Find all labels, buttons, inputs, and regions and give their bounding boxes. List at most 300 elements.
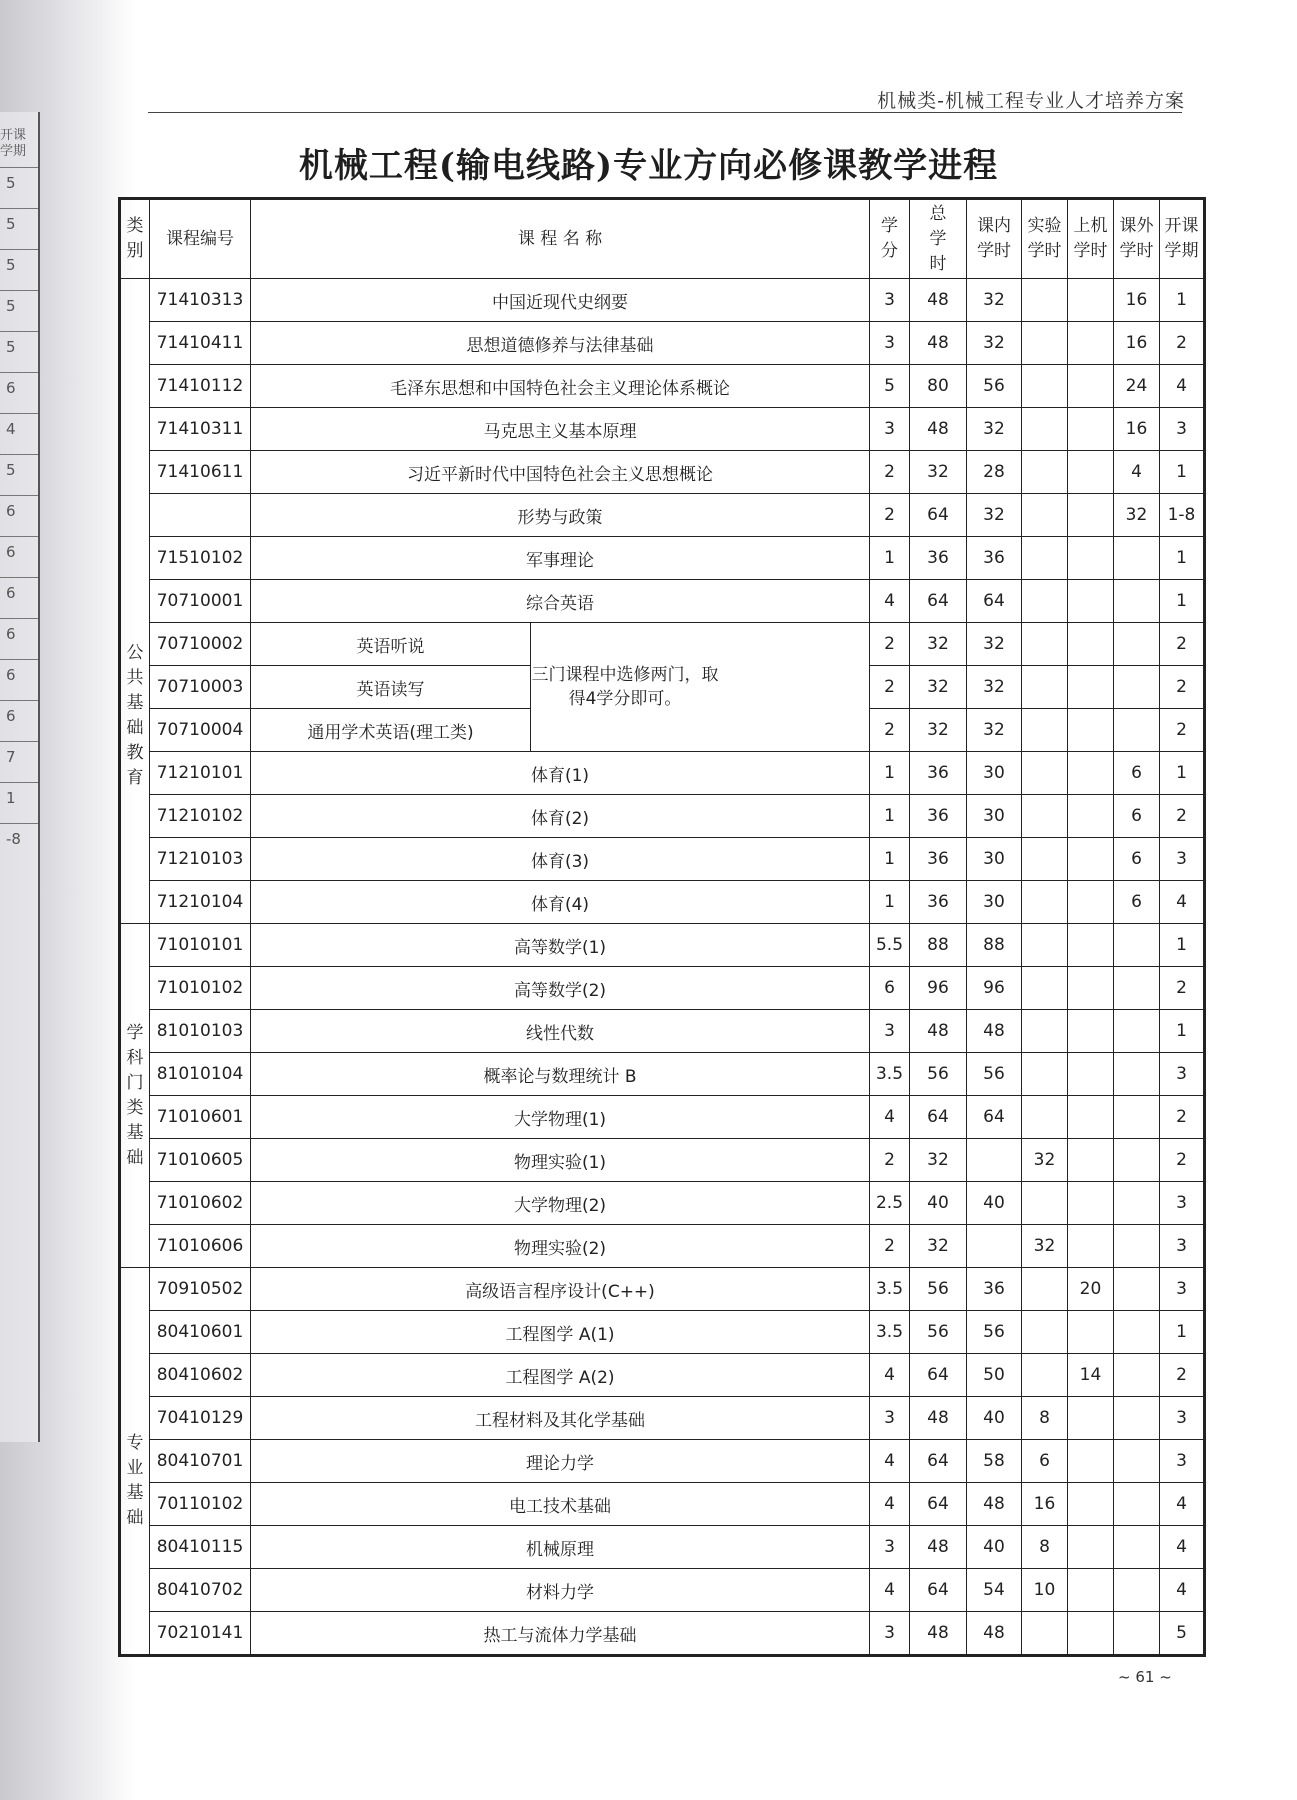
class-hours-cell: 32 bbox=[967, 666, 1022, 709]
extra-hours-cell bbox=[1114, 1268, 1160, 1311]
table-row bbox=[120, 1225, 1205, 1268]
computer-hours-cell bbox=[1068, 752, 1114, 795]
semester-cell: 2 bbox=[1160, 623, 1205, 666]
lab-hours-cell bbox=[1022, 967, 1068, 1010]
semester-cell: 3 bbox=[1160, 408, 1205, 451]
class-hours-cell: 32 bbox=[967, 322, 1022, 365]
table-row bbox=[120, 322, 1205, 365]
course-name: 思想道德修养与法律基础 bbox=[251, 322, 870, 365]
computer-hours-cell bbox=[1068, 1311, 1114, 1354]
adjacent-page-rule bbox=[0, 290, 38, 291]
table-row bbox=[120, 1526, 1205, 1569]
extra-hours-cell bbox=[1114, 967, 1160, 1010]
semester-cell: 1 bbox=[1160, 279, 1205, 322]
total-hours-cell: 40 bbox=[910, 1182, 967, 1225]
lab-hours-cell bbox=[1022, 1612, 1068, 1656]
course-name: 物理实验(2) bbox=[251, 1225, 870, 1268]
adjacent-page-cell: 1 bbox=[6, 789, 16, 807]
adjacent-page-rule bbox=[0, 618, 38, 619]
credit-cell: 3 bbox=[870, 279, 910, 322]
lab-hours-cell bbox=[1022, 451, 1068, 494]
class-hours-cell: 32 bbox=[967, 408, 1022, 451]
course-name: 军事理论 bbox=[251, 537, 870, 580]
adjacent-page-cell: 6 bbox=[6, 666, 16, 684]
computer-hours-cell bbox=[1068, 623, 1114, 666]
class-hours-cell: 36 bbox=[967, 537, 1022, 580]
total-hours-cell: 32 bbox=[910, 666, 967, 709]
lab-hours-cell bbox=[1022, 322, 1068, 365]
credit-cell: 2 bbox=[870, 666, 910, 709]
adjacent-page-cell: 6 bbox=[6, 584, 16, 602]
lab-hours-cell bbox=[1022, 838, 1068, 881]
course-name: 理论力学 bbox=[251, 1440, 870, 1483]
lab-hours-cell bbox=[1022, 666, 1068, 709]
course-code: 81010103 bbox=[150, 1010, 251, 1053]
total-hours-cell: 64 bbox=[910, 1440, 967, 1483]
computer-hours-cell bbox=[1068, 1225, 1114, 1268]
col-extra-hours: 课外学时 bbox=[1114, 199, 1160, 279]
class-hours-cell: 88 bbox=[967, 924, 1022, 967]
class-hours-cell: 32 bbox=[967, 494, 1022, 537]
course-name: 工程图学 A(1) bbox=[251, 1311, 870, 1354]
running-header: 机械类-机械工程专业人才培养方案 bbox=[877, 90, 1185, 112]
extra-hours-cell: 6 bbox=[1114, 838, 1160, 881]
adjacent-page-cell: 5 bbox=[6, 461, 16, 479]
category-label: 公共基础教育 bbox=[126, 643, 144, 788]
lab-hours-cell: 8 bbox=[1022, 1397, 1068, 1440]
extra-hours-cell bbox=[1114, 1526, 1160, 1569]
extra-hours-cell: 4 bbox=[1114, 451, 1160, 494]
course-name: 高级语言程序设计(C++) bbox=[251, 1268, 870, 1311]
credit-cell: 3.5 bbox=[870, 1311, 910, 1354]
credit-cell: 1 bbox=[870, 537, 910, 580]
lab-hours-cell bbox=[1022, 408, 1068, 451]
credit-cell: 6 bbox=[870, 967, 910, 1010]
extra-hours-cell bbox=[1114, 1139, 1160, 1182]
course-name: 材料力学 bbox=[251, 1569, 870, 1612]
extra-hours-cell: 24 bbox=[1114, 365, 1160, 408]
credit-cell: 3 bbox=[870, 408, 910, 451]
credit-cell: 3.5 bbox=[870, 1268, 910, 1311]
computer-hours-cell bbox=[1068, 1569, 1114, 1612]
course-code: 71010101 bbox=[150, 924, 251, 967]
course-code: 70710004 bbox=[150, 709, 251, 752]
adjacent-page-rule bbox=[0, 577, 38, 578]
credit-cell: 3 bbox=[870, 1010, 910, 1053]
computer-hours-cell bbox=[1068, 1053, 1114, 1096]
table-row bbox=[120, 1053, 1205, 1096]
adjacent-page-rule bbox=[0, 700, 38, 701]
lab-hours-cell bbox=[1022, 494, 1068, 537]
adjacent-page-rule bbox=[0, 413, 38, 414]
computer-hours-cell bbox=[1068, 1526, 1114, 1569]
table-row bbox=[120, 408, 1205, 451]
credit-cell: 4 bbox=[870, 1440, 910, 1483]
computer-hours-cell bbox=[1068, 365, 1114, 408]
lab-hours-cell: 6 bbox=[1022, 1440, 1068, 1483]
course-name: 大学物理(1) bbox=[251, 1096, 870, 1139]
extra-hours-cell bbox=[1114, 623, 1160, 666]
total-hours-cell: 36 bbox=[910, 537, 967, 580]
adjacent-page-header: 开课学期 bbox=[0, 128, 27, 159]
adjacent-page-cell: 7 bbox=[6, 748, 16, 766]
course-code: 80410702 bbox=[150, 1569, 251, 1612]
semester-cell: 4 bbox=[1160, 1483, 1205, 1526]
credit-cell: 3 bbox=[870, 322, 910, 365]
computer-hours-cell: 14 bbox=[1068, 1354, 1114, 1397]
computer-hours-cell bbox=[1068, 1612, 1114, 1656]
adjacent-page-rule bbox=[0, 536, 38, 537]
lab-hours-cell bbox=[1022, 1096, 1068, 1139]
table-row bbox=[120, 623, 1205, 666]
course-code: 71010605 bbox=[150, 1139, 251, 1182]
course-code: 80410701 bbox=[150, 1440, 251, 1483]
course-code: 71210102 bbox=[150, 795, 251, 838]
extra-hours-cell: 6 bbox=[1114, 795, 1160, 838]
page-title: 机械工程(输电线路)专业方向必修课教学进程 bbox=[298, 146, 999, 186]
course-name: 马克思主义基本原理 bbox=[251, 408, 870, 451]
computer-hours-cell bbox=[1068, 537, 1114, 580]
computer-hours-cell bbox=[1068, 322, 1114, 365]
class-hours-cell: 96 bbox=[967, 967, 1022, 1010]
credit-cell: 4 bbox=[870, 1483, 910, 1526]
class-hours-cell: 30 bbox=[967, 881, 1022, 924]
adjacent-page-rule bbox=[0, 331, 38, 332]
course-code: 71010606 bbox=[150, 1225, 251, 1268]
extra-hours-cell bbox=[1114, 924, 1160, 967]
extra-hours-cell bbox=[1114, 537, 1160, 580]
extra-hours-cell: 6 bbox=[1114, 881, 1160, 924]
curriculum-table bbox=[118, 197, 1206, 1657]
semester-cell: 2 bbox=[1160, 666, 1205, 709]
table-row bbox=[120, 881, 1205, 924]
adjacent-page-cell: 5 bbox=[6, 174, 16, 192]
extra-hours-cell bbox=[1114, 1182, 1160, 1225]
credit-cell: 1 bbox=[870, 838, 910, 881]
class-hours-cell: 48 bbox=[967, 1010, 1022, 1053]
class-hours-cell: 56 bbox=[967, 1311, 1022, 1354]
table-row bbox=[120, 838, 1205, 881]
lab-hours-cell bbox=[1022, 881, 1068, 924]
table-row bbox=[120, 1397, 1205, 1440]
credit-cell: 2 bbox=[870, 709, 910, 752]
credit-cell: 1 bbox=[870, 881, 910, 924]
class-hours-cell: 48 bbox=[967, 1483, 1022, 1526]
course-code: 70410129 bbox=[150, 1397, 251, 1440]
semester-cell: 4 bbox=[1160, 881, 1205, 924]
computer-hours-cell bbox=[1068, 709, 1114, 752]
semester-cell: 1-8 bbox=[1160, 494, 1205, 537]
adjacent-page-rule bbox=[0, 741, 38, 742]
credit-cell: 2 bbox=[870, 494, 910, 537]
total-hours-cell: 64 bbox=[910, 1096, 967, 1139]
class-hours-cell: 50 bbox=[967, 1354, 1022, 1397]
credit-cell: 1 bbox=[870, 795, 910, 838]
class-hours-cell: 32 bbox=[967, 623, 1022, 666]
total-hours-cell: 96 bbox=[910, 967, 967, 1010]
lab-hours-cell: 16 bbox=[1022, 1483, 1068, 1526]
course-name: 体育(1) bbox=[251, 752, 870, 795]
course-name: 形势与政策 bbox=[251, 494, 870, 537]
col-total-hours: 总学时 bbox=[910, 199, 967, 279]
total-hours-cell: 64 bbox=[910, 1354, 967, 1397]
course-code: 71410313 bbox=[150, 279, 251, 322]
table-row bbox=[120, 795, 1205, 838]
course-name: 工程材料及其化学基础 bbox=[251, 1397, 870, 1440]
extra-hours-cell bbox=[1114, 1225, 1160, 1268]
col-lab-hours: 实验学时 bbox=[1022, 199, 1068, 279]
class-hours-cell: 40 bbox=[967, 1526, 1022, 1569]
course-name: 物理实验(1) bbox=[251, 1139, 870, 1182]
class-hours-cell: 32 bbox=[967, 279, 1022, 322]
computer-hours-cell bbox=[1068, 494, 1114, 537]
credit-cell: 4 bbox=[870, 1569, 910, 1612]
extra-hours-cell bbox=[1114, 1483, 1160, 1526]
credit-cell: 2 bbox=[870, 451, 910, 494]
computer-hours-cell bbox=[1068, 1139, 1114, 1182]
lab-hours-cell: 10 bbox=[1022, 1569, 1068, 1612]
total-hours-cell: 56 bbox=[910, 1053, 967, 1096]
table-row bbox=[120, 1483, 1205, 1526]
extra-hours-cell: 16 bbox=[1114, 408, 1160, 451]
class-hours-cell: 64 bbox=[967, 1096, 1022, 1139]
table-header-row bbox=[120, 199, 1205, 279]
total-hours-cell: 48 bbox=[910, 1526, 967, 1569]
total-hours-cell: 56 bbox=[910, 1268, 967, 1311]
credit-cell: 1 bbox=[870, 752, 910, 795]
course-name: 热工与流体力学基础 bbox=[251, 1612, 870, 1656]
extra-hours-cell bbox=[1114, 1311, 1160, 1354]
extra-hours-cell bbox=[1114, 1354, 1160, 1397]
lab-hours-cell bbox=[1022, 1354, 1068, 1397]
semester-cell: 2 bbox=[1160, 1139, 1205, 1182]
lab-hours-cell bbox=[1022, 709, 1068, 752]
credit-cell: 5 bbox=[870, 365, 910, 408]
computer-hours-cell bbox=[1068, 451, 1114, 494]
adjacent-page-rule bbox=[0, 659, 38, 660]
extra-hours-cell: 16 bbox=[1114, 322, 1160, 365]
adjacent-page-rule bbox=[0, 372, 38, 373]
credit-cell: 4 bbox=[870, 580, 910, 623]
credit-cell: 3.5 bbox=[870, 1053, 910, 1096]
table-row bbox=[120, 924, 1205, 967]
class-hours-cell: 32 bbox=[967, 709, 1022, 752]
course-code: 71410311 bbox=[150, 408, 251, 451]
total-hours-cell: 64 bbox=[910, 494, 967, 537]
course-name: 英语听说 bbox=[251, 623, 531, 666]
semester-cell: 1 bbox=[1160, 924, 1205, 967]
category-discipline bbox=[120, 924, 150, 1268]
course-code: 71410611 bbox=[150, 451, 251, 494]
adjacent-page-cell: 5 bbox=[6, 338, 16, 356]
class-hours-cell: 40 bbox=[967, 1397, 1022, 1440]
semester-cell: 4 bbox=[1160, 1569, 1205, 1612]
total-hours-cell: 48 bbox=[910, 1010, 967, 1053]
table-row bbox=[120, 1182, 1205, 1225]
computer-hours-cell bbox=[1068, 1010, 1114, 1053]
table-row bbox=[120, 752, 1205, 795]
course-code: 71010601 bbox=[150, 1096, 251, 1139]
course-code: 81010104 bbox=[150, 1053, 251, 1096]
col-code: 课程编号 bbox=[150, 199, 251, 279]
computer-hours-cell bbox=[1068, 967, 1114, 1010]
lab-hours-cell bbox=[1022, 1311, 1068, 1354]
class-hours-cell: 40 bbox=[967, 1182, 1022, 1225]
course-name: 中国近现代史纲要 bbox=[251, 279, 870, 322]
total-hours-cell: 32 bbox=[910, 709, 967, 752]
class-hours-cell: 28 bbox=[967, 451, 1022, 494]
extra-hours-cell: 6 bbox=[1114, 752, 1160, 795]
semester-cell: 1 bbox=[1160, 451, 1205, 494]
lab-hours-cell bbox=[1022, 279, 1068, 322]
course-name: 高等数学(2) bbox=[251, 967, 870, 1010]
credit-cell: 3 bbox=[870, 1612, 910, 1656]
semester-cell: 3 bbox=[1160, 838, 1205, 881]
course-name: 机械原理 bbox=[251, 1526, 870, 1569]
course-name: 体育(2) bbox=[251, 795, 870, 838]
semester-cell: 3 bbox=[1160, 1440, 1205, 1483]
total-hours-cell: 32 bbox=[910, 1139, 967, 1182]
extra-hours-cell bbox=[1114, 1440, 1160, 1483]
adjacent-page-cell: 6 bbox=[6, 543, 16, 561]
table-row bbox=[120, 1096, 1205, 1139]
adjacent-page-cell: -8 bbox=[6, 830, 21, 848]
lab-hours-cell bbox=[1022, 1010, 1068, 1053]
computer-hours-cell bbox=[1068, 881, 1114, 924]
semester-cell: 1 bbox=[1160, 1010, 1205, 1053]
extra-hours-cell bbox=[1114, 666, 1160, 709]
semester-cell: 3 bbox=[1160, 1053, 1205, 1096]
total-hours-cell: 36 bbox=[910, 838, 967, 881]
credit-cell: 2 bbox=[870, 623, 910, 666]
total-hours-cell: 48 bbox=[910, 1397, 967, 1440]
extra-hours-cell bbox=[1114, 1096, 1160, 1139]
extra-hours-cell bbox=[1114, 1612, 1160, 1656]
table-row bbox=[120, 279, 1205, 322]
category-major bbox=[120, 1268, 150, 1656]
lab-hours-cell bbox=[1022, 924, 1068, 967]
semester-cell: 2 bbox=[1160, 967, 1205, 1010]
adjacent-page-cell: 6 bbox=[6, 379, 16, 397]
computer-hours-cell bbox=[1068, 279, 1114, 322]
course-code: 70710003 bbox=[150, 666, 251, 709]
adjacent-page-rule bbox=[0, 208, 38, 209]
course-code: 80410601 bbox=[150, 1311, 251, 1354]
total-hours-cell: 64 bbox=[910, 1569, 967, 1612]
class-hours-cell: 30 bbox=[967, 795, 1022, 838]
credit-cell: 2 bbox=[870, 1139, 910, 1182]
category-label: 学科门类基础 bbox=[126, 1022, 144, 1168]
total-hours-cell: 48 bbox=[910, 279, 967, 322]
extra-hours-cell bbox=[1114, 1569, 1160, 1612]
semester-cell: 2 bbox=[1160, 709, 1205, 752]
course-name: 概率论与数理统计 B bbox=[251, 1053, 870, 1096]
adjacent-page-cell: 6 bbox=[6, 625, 16, 643]
table-row bbox=[120, 1569, 1205, 1612]
adjacent-page-rule bbox=[0, 454, 38, 455]
semester-cell: 3 bbox=[1160, 1397, 1205, 1440]
course-code: 71010102 bbox=[150, 967, 251, 1010]
course-code: 71210101 bbox=[150, 752, 251, 795]
total-hours-cell: 32 bbox=[910, 1225, 967, 1268]
table-row bbox=[120, 1354, 1205, 1397]
semester-cell: 3 bbox=[1160, 1225, 1205, 1268]
extra-hours-cell bbox=[1114, 709, 1160, 752]
course-code: 71410112 bbox=[150, 365, 251, 408]
course-code: 71510102 bbox=[150, 537, 251, 580]
course-code: 71410411 bbox=[150, 322, 251, 365]
lab-hours-cell bbox=[1022, 623, 1068, 666]
extra-hours-cell: 16 bbox=[1114, 279, 1160, 322]
course-name: 综合英语 bbox=[251, 580, 870, 623]
table-row bbox=[120, 1010, 1205, 1053]
english-elective-note: 三门课程中选修两门，取得4学分即可。 bbox=[531, 623, 870, 752]
adjacent-page-edge bbox=[0, 112, 40, 1442]
course-code bbox=[150, 494, 251, 537]
class-hours-cell: 36 bbox=[967, 1268, 1022, 1311]
class-hours-cell: 48 bbox=[967, 1612, 1022, 1656]
course-name: 毛泽东思想和中国特色社会主义理论体系概论 bbox=[251, 365, 870, 408]
credit-cell: 2 bbox=[870, 1225, 910, 1268]
total-hours-cell: 36 bbox=[910, 752, 967, 795]
adjacent-page-cell: 5 bbox=[6, 297, 16, 315]
col-credit: 学分 bbox=[870, 199, 910, 279]
computer-hours-cell bbox=[1068, 1182, 1114, 1225]
extra-hours-cell bbox=[1114, 1053, 1160, 1096]
course-name: 电工技术基础 bbox=[251, 1483, 870, 1526]
adjacent-page-cell: 4 bbox=[6, 420, 16, 438]
credit-cell: 4 bbox=[870, 1354, 910, 1397]
total-hours-cell: 36 bbox=[910, 881, 967, 924]
table-row bbox=[120, 967, 1205, 1010]
adjacent-page-rule bbox=[0, 823, 38, 824]
credit-cell: 5.5 bbox=[870, 924, 910, 967]
total-hours-cell: 64 bbox=[910, 1483, 967, 1526]
extra-hours-cell bbox=[1114, 1010, 1160, 1053]
semester-cell: 1 bbox=[1160, 580, 1205, 623]
course-code: 71210104 bbox=[150, 881, 251, 924]
computer-hours-cell bbox=[1068, 1096, 1114, 1139]
semester-cell: 2 bbox=[1160, 795, 1205, 838]
adjacent-page-rule bbox=[0, 782, 38, 783]
course-name: 工程图学 A(2) bbox=[251, 1354, 870, 1397]
adjacent-page-rule bbox=[0, 249, 38, 250]
total-hours-cell: 36 bbox=[910, 795, 967, 838]
table-row bbox=[120, 365, 1205, 408]
col-name: 课 程 名 称 bbox=[251, 199, 870, 279]
semester-cell: 1 bbox=[1160, 1311, 1205, 1354]
course-name: 体育(3) bbox=[251, 838, 870, 881]
class-hours-cell: 56 bbox=[967, 1053, 1022, 1096]
page-number: ~ 61 ~ bbox=[1118, 1668, 1172, 1686]
table-row bbox=[120, 580, 1205, 623]
table-row bbox=[120, 1268, 1205, 1311]
lab-hours-cell bbox=[1022, 537, 1068, 580]
extra-hours-cell: 32 bbox=[1114, 494, 1160, 537]
table-row bbox=[120, 1440, 1205, 1483]
course-code: 70910502 bbox=[150, 1268, 251, 1311]
lab-hours-cell bbox=[1022, 752, 1068, 795]
total-hours-cell: 56 bbox=[910, 1311, 967, 1354]
semester-cell: 1 bbox=[1160, 537, 1205, 580]
course-code: 70710002 bbox=[150, 623, 251, 666]
lab-hours-cell bbox=[1022, 365, 1068, 408]
course-code: 71210103 bbox=[150, 838, 251, 881]
computer-hours-cell bbox=[1068, 408, 1114, 451]
lab-hours-cell: 32 bbox=[1022, 1225, 1068, 1268]
class-hours-cell: 30 bbox=[967, 752, 1022, 795]
total-hours-cell: 80 bbox=[910, 365, 967, 408]
